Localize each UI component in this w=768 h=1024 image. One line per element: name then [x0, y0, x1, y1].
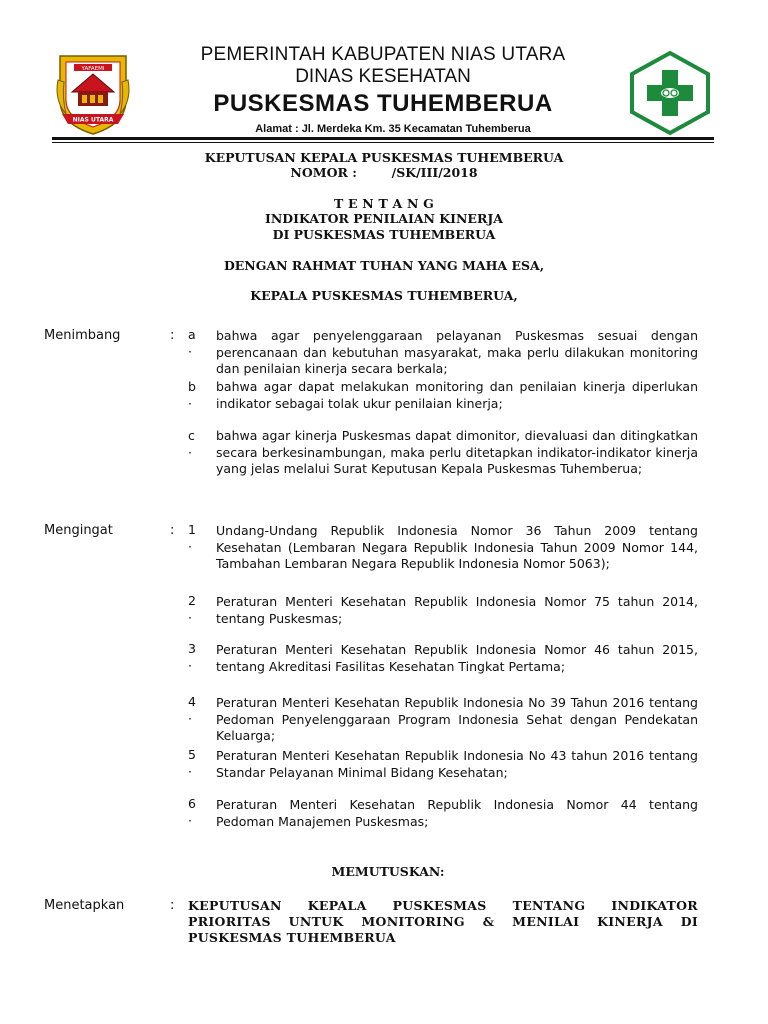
list-item-marker: 6 ·	[188, 796, 196, 828]
issuer-heading: KEPALA PUSKESMAS TUHEMBERUA,	[250, 288, 518, 303]
regency-emblem-icon	[52, 50, 134, 136]
tentang-heading: T E N T A N G	[333, 196, 435, 211]
letterhead-agency: DINAS KESEHATAN	[295, 66, 471, 87]
mengingat-item-2: Peraturan Menteri Kesehatan Republik Indonesia Nomor 75 tahun 2014, tentang Puskesmas;	[216, 594, 698, 626]
list-item-marker: 1 ·	[188, 522, 196, 554]
list-item-marker: 4 ·	[188, 694, 196, 726]
invocation: DENGAN RAHMAT TUHAN YANG MAHA ESA,	[223, 258, 545, 273]
letterhead-government: PEMERINTAH KABUPATEN NIAS UTARA	[200, 44, 566, 65]
letterhead-divider	[52, 137, 714, 140]
mengingat-item-1: Undang-Undang Republik Indonesia Nomor 36 Tahun 2009 tentang Kesehatan (Lembaran Negara Republik Indonesia Tahun 2009 Nomor 144, Tambahan Lembaran Negara Republik Indonesia Nomor 5063);	[216, 523, 698, 571]
menimbang-item-a: bahwa agar penyelenggaraan pelayanan Puskesmas sesuai dengan perencanaan dan kebutuhan masyarakat, maka perlu dilakukan monitoring dan penilaian kinerja secara berkala;	[216, 328, 698, 376]
letterhead-divider-thin	[52, 142, 714, 143]
decree-title: KEPUTUSAN KEPALA PUSKESMAS TUHEMBERUA	[204, 150, 564, 165]
list-item-marker: c ·	[188, 428, 195, 460]
list-item-marker: 5 ·	[188, 747, 196, 779]
mengingat-item-4: Peraturan Menteri Kesehatan Republik Indonesia No 39 Tahun 2016 tentang Pedoman Penyelenggaraan Program Indonesia Sehat dengan Pendekatan Keluarga;	[216, 695, 698, 743]
menimbang-item-c: bahwa agar kinerja Puskesmas dapat dimonitor, dievaluasi dan ditingkatkan secara berkesinambungan, maka perlu ditetapkan indikator-indikator kinerja yang jelas melalui Surat Keputusan Kepala Puskesmas Tuhemberua;	[216, 428, 698, 476]
letterhead-institution: PUSKESMAS TUHEMBERUA	[213, 90, 553, 117]
menimbang-colon: :	[170, 328, 175, 343]
list-item-marker: b ·	[188, 379, 196, 411]
decree-subject-line1: INDIKATOR PENILAIAN KINERJA	[265, 211, 503, 226]
menimbang-label: Menimbang	[44, 328, 121, 343]
menetapkan-label: Menetapkan	[44, 898, 125, 913]
mengingat-item-5: Peraturan Menteri Kesehatan Republik Indonesia No 43 tahun 2016 tentang Standar Pelayanan Minimal Bidang Kesehatan;	[216, 748, 698, 780]
mengingat-item-3: Peraturan Menteri Kesehatan Republik Indonesia Nomor 46 tahun 2015, tentang Akreditasi Fasilitas Kesehatan Tingkat Pertama;	[216, 642, 698, 674]
menimbang-item-b: bahwa agar dapat melakukan monitoring dan penilaian kinerja diperlukan indikator sebagai tolak ukur penilaian kinerja;	[216, 379, 698, 411]
menetapkan-colon: :	[170, 898, 175, 913]
memutuskan-heading: MEMUTUSKAN:	[331, 864, 445, 879]
decree-number: NOMOR : /SK/III/2018	[290, 165, 478, 180]
decree-subject-line2: DI PUSKESMAS TUHEMBERUA	[272, 227, 496, 242]
emblem-ribbon-text: NIAS UTARA	[72, 116, 114, 124]
mengingat-label: Mengingat	[44, 523, 113, 538]
menetapkan-decision: KEPUTUSAN KEPALA PUSKESMAS TENTANG INDIKATOR PRIORITAS UNTUK MONITORING & MENILAI KINERJA DI PUSKESMAS TUHEMBERUA	[188, 898, 698, 945]
mengingat-colon: :	[170, 523, 175, 538]
list-item-marker: 2 ·	[188, 593, 196, 625]
puskesmas-cross-icon	[626, 50, 714, 136]
emblem-banner-text: YAFAEMI	[81, 66, 105, 72]
letterhead-address: Alamat : Jl. Merdeka Km. 35 Kecamatan Tuhemberua	[255, 123, 531, 135]
list-item-marker: 3 ·	[188, 641, 196, 673]
mengingat-item-6: Peraturan Menteri Kesehatan Republik Indonesia Nomor 44 tentang Pedoman Manajemen Puskesmas;	[216, 797, 698, 829]
list-item-marker: a ·	[188, 327, 196, 359]
letterhead	[150, 44, 616, 136]
